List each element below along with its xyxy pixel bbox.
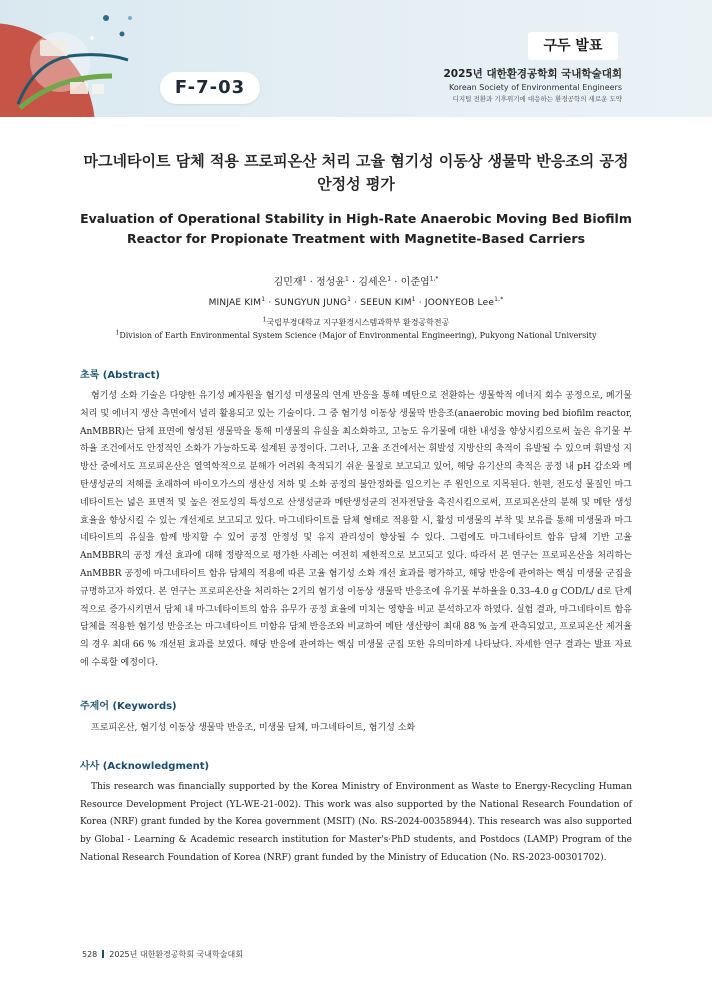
author-name: JOONYEOB Lee (424, 298, 495, 308)
affiliation-korean (80, 316, 632, 329)
author-affiliation-mark: 1,* (429, 275, 439, 283)
abstract-heading: 초록 (Abstract) (80, 370, 160, 381)
author-list-english: MINJAE $KIM^1$ · SUNGYUN $JUNG^1$ · SEEUN $KIM^1$ · JOONYEOB Lee$^{1,*}$ (208, 296, 504, 308)
page-footer (82, 949, 243, 960)
affiliation-english (80, 329, 632, 342)
affiliations (80, 316, 632, 342)
paper-title-english: Evaluation of Operational Stability in High-Rate Anaerobic Moving Bed Biofilm Reactor for Propionate Treatment with Magnetite-Based Carriers (80, 211, 632, 246)
author-name: 정성윤 (315, 277, 345, 288)
affiliation-mark: 1 (262, 316, 267, 324)
author-name: SEEUN KIM (360, 298, 412, 308)
affiliation-mark: 1 (115, 329, 120, 337)
author-affiliation-mark: 1 (344, 275, 349, 283)
conference-slogan: 디지털 전환과 기후위기에 대응하는 환경공학의 새로운 도약 (452, 95, 622, 103)
paper-title-korean: 마그네타이트 담체 적용 프로피온산 처리 고율 혐기성 이동상 생물막 반응조의 공정 안정성 평가 (83, 152, 629, 193)
affiliation-text: Division of Earth Environmental System Science (Major of Environmental Engineering), Pukyong National University (119, 331, 597, 340)
header-banner (0, 0, 712, 117)
author-affiliation-mark: 1 (347, 296, 352, 303)
author-affiliation-mark: 1 (411, 296, 416, 303)
presentation-type-badge: 구두 발표 (528, 32, 618, 60)
author-list-korean: 김민재$^1$ · 정성윤$^1$ · 김세은$^1$ · 이준엽$^{1,*}$ (273, 275, 439, 288)
footer-conference: 2025년 대한환경공학회 국내학술대회 (109, 950, 243, 959)
acknowledgment-heading: 사사 (Acknowledgment) (80, 760, 210, 772)
author-name: 김민재 (273, 277, 303, 288)
author-affiliation-mark: 1 (261, 296, 266, 303)
keywords-heading: 주제어 (Keywords) (80, 700, 177, 712)
paper-content (80, 150, 632, 868)
conference-info (443, 66, 622, 103)
session-code-badge: F-7-03 (160, 72, 260, 104)
author-affiliation-mark: 1 (302, 275, 307, 283)
author-affiliation-mark: 1 (387, 275, 392, 283)
society-name-en: Korean Society of Environmental Engineers (448, 83, 622, 92)
author-name: 김세은 (358, 277, 388, 288)
footer-separator (102, 950, 104, 958)
keywords-text: 프로피온산, 혐기성 이동상 생물막 반응조, 미생물 담체, 마그네타이트, 혐기성 소화 (91, 722, 416, 733)
conference-logo-art (0, 0, 150, 117)
conference-title: 2025년 대한환경공학회 국내학술대회 (443, 68, 622, 80)
author-name: MINJAE KIM (208, 298, 262, 308)
author-affiliation-mark: 1,* (494, 296, 504, 303)
abstract-text: 혐기성 소화 기술은 다양한 유기성 폐자원을 혐기성 미생물의 연계 반응을 통해 메탄으로 전환하는 생물학적 에너지 회수 공정으로, 폐기물 처리 및 에너지 생산 측면에서 널리 활용되고 있는 기술이다. 그 중 혐기성 이동상 생물막 반응조(anaerobic moving bed biofilm reactor, AnMBBR)는 담체 표면에 형성된 생물막을 통해 미생물의 유실을 최소화하고, 고농도 유기물에 대한 내성을 향상시킴으로써 높은 유기물 부하율 조건에서도 안정적인 소화가 가능하도록 설계된 공정이다. 그러나, 고율 조건에서는 휘발성 지방산의 축적이 유발될 수 있으며 휘발성 지방산 중에서도 프로피온산은 열역학적으로 분해가 어려워 축적되기 쉬운 물질로 보고되고 있어, 해당 유기산의 축적은 공정 내 pH 감소와 메탄생성균의 저해를 초래하여 바이오가스의 생산성 저하 및 소화 공정의 불안정화를 일으키는 주 원인으로 지목된다. 한편, 전도성 물질인 마그네타이트는 넓은 표면적 및 높은 전도성의 특성으로 산생성균과 메탄생성균의 전자전달을 촉진시킴으로써, 프로피온산의 분해 및 메탄 생성 효율을 향상시킬 수 있는 개선제로 보고되고 있다. 마그네타이트를 담체 형태로 적용할 시, 활성 미생물의 부착 및 보유를 통해 미생물과 마그네타이트의 유실을 함께 방지할 수 있어 공정 안정성 및 유지 관리성이 향상될 수 있다. 그럼에도 마그네타이트 함유 담체 기반 고율 AnMBBR의 공정 개선 효과에 대해 정량적으로 평가한 사례는 여전히 제한적으로 보고되고 있다. 따라서 본 연구는 프로피온산을 처리하는 AnMBBR 공정에 마그네타이트 함유 담체의 적용에 따른 고율 혐기성 소화 개선 효과를 평가하고, 해당 반응에 관여하는 핵심 미생물 군집을 규명하고자 하였다. 본 연구는 프로피온산을 처리하는 2기의 혐기성 이동상 생물막 반응조에 유기물 부하율을 0.33–4.0 g COD/L/ d로 단계적으로 증가시키면서 담체 내 마그네타이트의 함유 유무가 공정 효율에 미치는 영향을 비교 분석하고자 하였다. 실험 결과, 마그네타이트 함유 담체를 적용한 혐기성 반응조는 마그네타이트 미함유 담체 반응조와 비교하여 메탄 생산량이 최대 88 % 높게 관측되었고, 프로피온산 제거율의 경우 최대 66 % 개선된 효과를 보였다. 해당 반응에 관여하는 핵심 미생물 군집 또한 유의미하게 나타났다. 자세한 연구 결과는 발표 자료에 수록할 예정이다. (80, 391, 632, 668)
page-number: 528 (82, 950, 98, 959)
author-name: SUNGYUN JUNG (274, 298, 348, 308)
acknowledgment-text: This research was financially supported by the Korea Ministry of Environment as Waste to Energy-Recycling Human Resource Development Project (YL-WE-21-002). This work was also supported by the National Research Foundation of Korea (NRF) grant funded by the Korea government (MSIT) (No. RS-2024-00358944). This research was also supported by Global - Learning & Academic research institution for Master's·PhD students, and Postdocs (LAMP) Program of the National Research Foundation of Korea (NRF) grant funded by the Ministry of Education (No. RS-2023-00301702). (80, 781, 632, 863)
affiliation-text: 국립부경대학교 지구환경시스템과학부 환경공학전공 (266, 318, 450, 327)
author-name: 이준엽 (400, 277, 430, 288)
